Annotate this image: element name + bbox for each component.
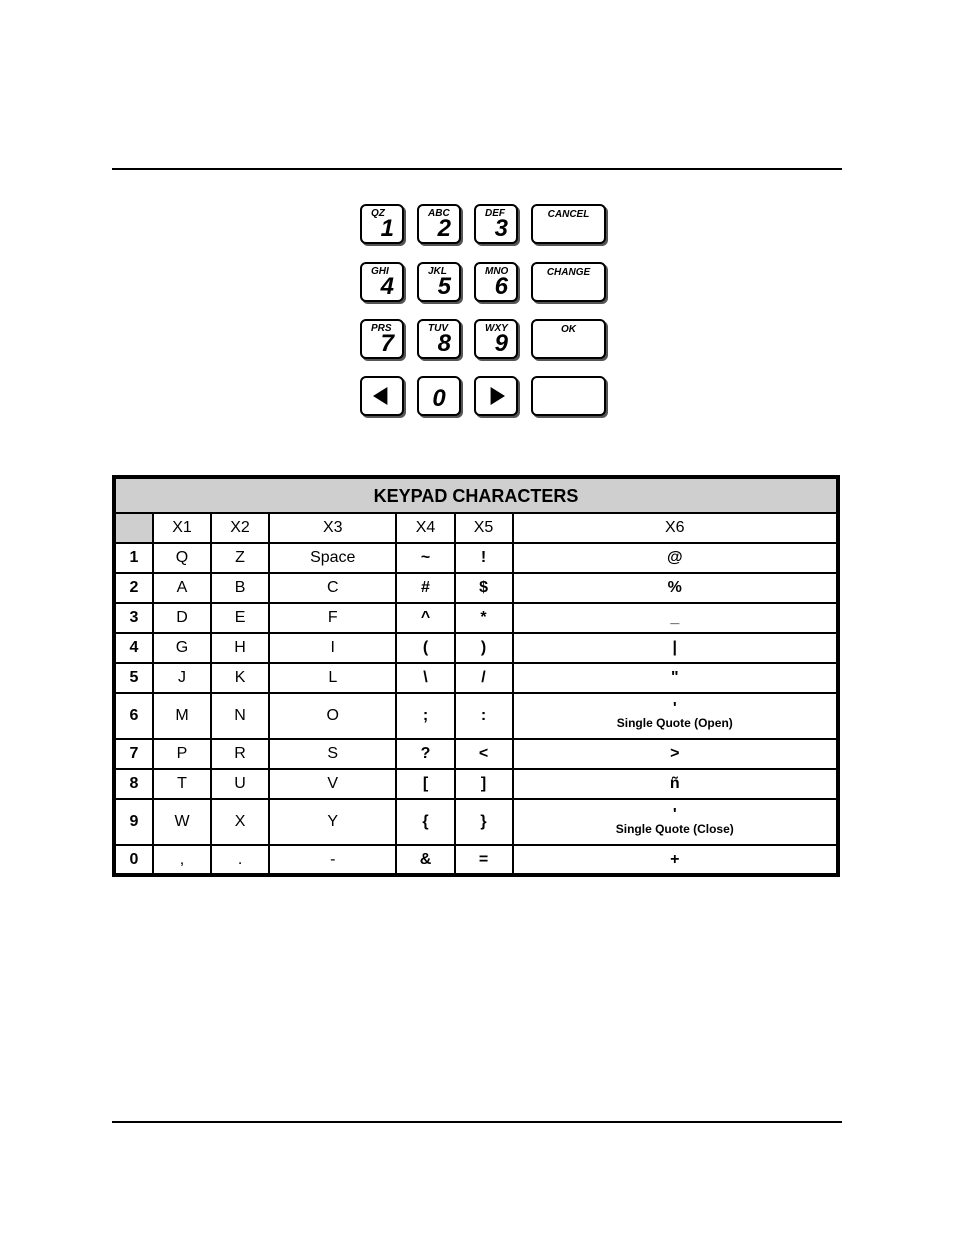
key-2-letters: ABC [428,208,450,219]
table-cell-close-quote [513,799,838,845]
table-title: KEYPAD CHARACTERS [114,477,838,513]
key-6-digit: 6 [494,273,508,300]
col-header: X6 [513,513,838,543]
table-cell: | [513,633,838,663]
table-cell: : [455,693,513,739]
table-cell: P [153,739,211,769]
key-8-letters: TUV [428,323,448,334]
table-cell: W [153,799,211,845]
table-cell: Space [269,543,396,573]
table-cell: Q [153,543,211,573]
close-quote-char: ' [672,805,677,823]
col-header: X4 [396,513,454,543]
table-cell: & [396,845,454,875]
header-corner [114,513,153,543]
right-arrow-key[interactable] [474,376,518,416]
key-1-digit: 1 [380,215,394,242]
table-cell: E [211,603,269,633]
table-cell: > [513,739,838,769]
table-cell: / [455,663,513,693]
table-cell: ~ [396,543,454,573]
table-cell: O [269,693,396,739]
table-cell: { [396,799,454,845]
table-cell: - [269,845,396,875]
table-cell: B [211,573,269,603]
ok-key-label: OK [561,324,576,335]
table-cell: D [153,603,211,633]
table-row [114,799,838,845]
key-3-digit: 3 [494,215,508,242]
table-cell: L [269,663,396,693]
key-7-digit: 7 [380,330,394,357]
table-cell: [ [396,769,454,799]
table-row [114,603,838,633]
table-cell: % [513,573,838,603]
table-cell: ? [396,739,454,769]
key-3[interactable] [474,204,518,244]
key-9[interactable] [474,319,518,359]
table-row [114,769,838,799]
cancel-key-label: CANCEL [547,209,590,220]
table-cell: Z [211,543,269,573]
left-arrow-key[interactable] [360,376,404,416]
key-1-letters: QZ [371,208,385,219]
top-rule [112,168,842,170]
table-cell: N [211,693,269,739]
table-cell: ; [396,693,454,739]
open-quote-char: ' [672,699,677,717]
row-key: 4 [114,633,153,663]
table-cell: S [269,739,396,769]
table-cell: , [153,845,211,875]
row-key: 3 [114,603,153,633]
table-row [114,573,838,603]
table-cell: ] [455,769,513,799]
table-cell: = [455,845,513,875]
row-key: 9 [114,799,153,845]
table-cell: . [211,845,269,875]
table-cell: U [211,769,269,799]
cancel-key[interactable] [531,204,606,244]
table-cell: ( [396,633,454,663]
table-cell: V [269,769,396,799]
key-1[interactable] [360,204,404,244]
key-4-digit: 4 [380,273,394,300]
table-cell: I [269,633,396,663]
table-row [114,693,838,739]
row-key: 1 [114,543,153,573]
col-header: X2 [211,513,269,543]
key-7[interactable] [360,319,404,359]
key-9-letters: WXY [485,323,508,334]
open-quote-note: Single Quote (Open) [616,715,733,730]
table-cell: X [211,799,269,845]
key-2-digit: 2 [437,215,451,242]
key-6[interactable] [474,262,518,302]
table-header-row [114,513,838,543]
row-key: 5 [114,663,153,693]
table-cell: ) [455,633,513,663]
table-cell: A [153,573,211,603]
ok-key[interactable] [531,319,606,359]
table-cell: K [211,663,269,693]
keypad-illustration [360,204,610,418]
key-0[interactable] [417,376,461,416]
col-header: X5 [455,513,513,543]
table-cell: + [513,845,838,875]
key-8-digit: 8 [437,330,451,357]
table-cell: } [455,799,513,845]
table-cell: Y [269,799,396,845]
col-header: X3 [269,513,396,543]
bottom-rule [112,1121,842,1123]
table-cell: _ [513,603,838,633]
table-row [114,543,838,573]
row-key: 0 [114,845,153,875]
table-cell: R [211,739,269,769]
key-0-digit: 0 [432,385,446,412]
table-cell: G [153,633,211,663]
key-5[interactable] [417,262,461,302]
key-4-letters: GHI [371,266,389,277]
change-key[interactable] [531,262,606,302]
table-row [114,739,838,769]
table-cell: J [153,663,211,693]
key-7-letters: PRS [371,323,392,334]
table-cell: \ [396,663,454,693]
key-2[interactable] [417,204,461,244]
close-quote-note: Single Quote (Close) [615,821,734,836]
key-5-letters: JKL [428,266,447,277]
table-cell: ^ [396,603,454,633]
table-cell: C [269,573,396,603]
table-row [114,633,838,663]
row-key: 2 [114,573,153,603]
table-cell: F [269,603,396,633]
col-header: X1 [153,513,211,543]
table-cell: M [153,693,211,739]
key-5-digit: 5 [437,273,451,300]
table-cell: # [396,573,454,603]
table-cell: H [211,633,269,663]
table-cell: " [513,663,838,693]
key-3-letters: DEF [485,208,505,219]
table-row [114,845,838,875]
right-arrow-icon [476,378,516,414]
row-key: 7 [114,739,153,769]
table-cell-open-quote [513,693,838,739]
table-cell: T [153,769,211,799]
key-6-letters: MNO [485,266,509,277]
keypad-characters-table [112,475,840,877]
table-cell: * [455,603,513,633]
blank-key[interactable] [531,376,606,416]
table-cell: @ [513,543,838,573]
table-cell: $ [455,573,513,603]
table-cell: ñ [513,769,838,799]
change-key-label: CHANGE [546,267,591,278]
key-4[interactable] [360,262,404,302]
left-arrow-icon [362,378,402,414]
table-cell: ! [455,543,513,573]
table-row [114,663,838,693]
key-9-digit: 9 [494,330,508,357]
row-key: 8 [114,769,153,799]
key-8[interactable] [417,319,461,359]
table-cell: < [455,739,513,769]
row-key: 6 [114,693,153,739]
